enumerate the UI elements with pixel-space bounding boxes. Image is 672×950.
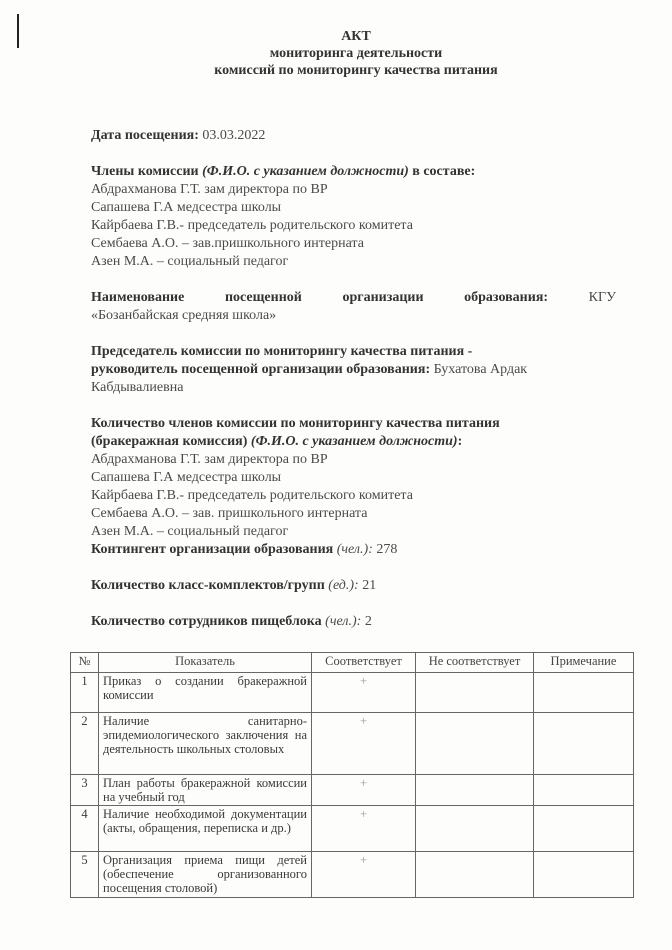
organization-section xyxy=(91,289,616,325)
document-subtitle-2: комиссий по мониторингу качества питания xyxy=(214,63,498,78)
members-section xyxy=(91,163,616,271)
table-header-row xyxy=(71,653,634,673)
row-indicator: Приказ о создании бракеражной комиссии xyxy=(99,673,312,713)
row-match: + xyxy=(312,852,416,898)
chairman-section xyxy=(91,343,616,397)
row-note xyxy=(534,673,634,713)
row-number: 4 xyxy=(71,806,99,852)
table-row xyxy=(71,673,634,713)
commission-heading-1: Количество членов комиссии по мониторингу качества питания xyxy=(91,416,500,431)
staff-line: Количество сотрудников пищеблока (чел.): 2 xyxy=(91,614,372,629)
row-match: + xyxy=(312,775,416,806)
indicators-table xyxy=(70,652,634,898)
table-row xyxy=(71,852,634,898)
commission-member-item: Абдрахманова Г.Т. зам директора по ВР xyxy=(91,452,328,467)
row-indicator: Организация приема пищи детей (обеспечение организованного посещения столовой) xyxy=(99,852,312,898)
chairman-name-rest: Кабдывалиевна xyxy=(91,380,184,395)
commission-member-item: Сапашева Г.А медсестра школы xyxy=(91,470,282,485)
column-header-mismatch: Не соответствует xyxy=(416,653,534,673)
member-item: Азен М.А. – социальный педагог xyxy=(91,254,289,269)
document-title: АКТ xyxy=(341,29,371,44)
row-number: 5 xyxy=(71,852,99,898)
row-number: 2 xyxy=(71,713,99,775)
row-mismatch xyxy=(416,806,534,852)
row-indicator: План работы бракеражной комиссии на учебный год xyxy=(99,775,312,806)
column-header-number: № xyxy=(71,653,99,673)
column-header-note: Примечание xyxy=(534,653,634,673)
chairman-heading-2: руководитель посещенной организации образования: Бухатова Ардак xyxy=(91,362,528,377)
organization-heading: Наименование посещенной организации образования: КГУ xyxy=(91,290,616,305)
commission-heading-2: (бракеражная комиссия) (Ф.И.О. с указанием должности): xyxy=(91,434,463,449)
row-match: + xyxy=(312,713,416,775)
row-note xyxy=(534,713,634,775)
row-note xyxy=(534,852,634,898)
row-match: + xyxy=(312,673,416,713)
row-note xyxy=(534,775,634,806)
row-mismatch xyxy=(416,673,534,713)
member-item: Сембаева А.О. – зав.пришкольного интерната xyxy=(91,236,364,251)
visit-date-value: 03.03.2022 xyxy=(202,128,266,143)
row-indicator: Наличие санитарно-эпидемиологического заключения на деятельность школьных столовых xyxy=(99,713,312,775)
column-header-indicator: Показатель xyxy=(99,653,312,673)
row-number: 1 xyxy=(71,673,99,713)
column-header-match: Соответствует xyxy=(312,653,416,673)
document-subtitle-1: мониторинга деятельности xyxy=(269,46,443,61)
visit-date-label: Дата посещения: xyxy=(91,128,199,143)
row-note xyxy=(534,806,634,852)
row-match: + xyxy=(312,806,416,852)
table-row xyxy=(71,713,634,775)
row-indicator: Наличие необходимой документации (акты, обращения, переписка и др.) xyxy=(99,806,312,852)
commission-member-item: Кайрбаева Г.В.- председатель родительского комитета xyxy=(91,488,413,503)
contingent-line: Контингент организации образования (чел.): 278 xyxy=(91,542,398,557)
table-row xyxy=(71,806,634,852)
table-row xyxy=(71,775,634,806)
chairman-heading-1: Председатель комиссии по мониторингу качества питания - xyxy=(91,344,473,359)
commission-member-item: Азен М.А. – социальный педагог xyxy=(91,524,289,539)
organization-name: «Бозанбайская средняя школа» xyxy=(91,308,277,323)
member-item: Абдрахманова Г.Т. зам директора по ВР xyxy=(91,182,328,197)
member-item: Сапашева Г.А медсестра школы xyxy=(91,200,282,215)
members-heading: Члены комиссии (Ф.И.О. с указанием должности) в составе: xyxy=(91,164,476,179)
member-item: Кайрбаева Г.В.- председатель родительского комитета xyxy=(91,218,413,233)
document-header xyxy=(0,28,672,79)
row-mismatch xyxy=(416,713,534,775)
commission-member-item: Сембаева А.О. – зав. пришкольного интерната xyxy=(91,506,368,521)
row-mismatch xyxy=(416,852,534,898)
visit-date-line xyxy=(91,127,616,145)
row-number: 3 xyxy=(71,775,99,806)
document-body xyxy=(91,127,616,631)
commission-section xyxy=(91,415,616,559)
row-mismatch xyxy=(416,775,534,806)
classes-line: Количество класс-комплектов/групп (ед.): 21 xyxy=(91,578,377,593)
